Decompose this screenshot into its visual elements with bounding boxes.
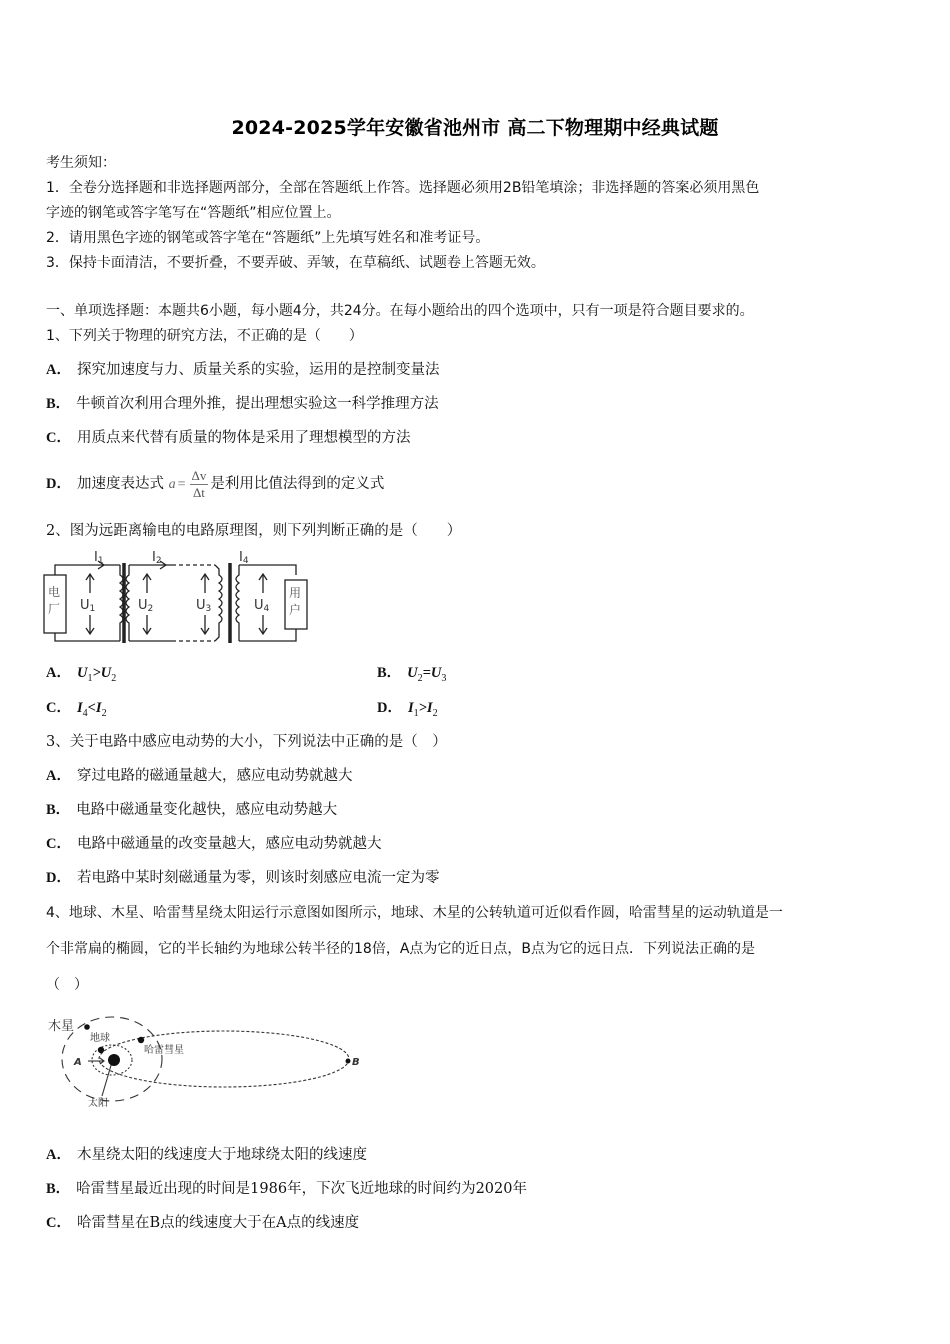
label-u3: U3 [196,598,212,614]
question-1-option-c [46,428,410,448]
label-i4: I4 [239,550,249,566]
formula-lhs: a [168,477,176,492]
formula-eq: = [177,477,186,492]
option-letter: B． [46,1181,71,1197]
halley-orbit [99,1031,349,1087]
label-point-b: B [352,1057,360,1068]
option-letter: A． [46,665,71,681]
label-u1: U1 [80,598,96,614]
document-title: 2024-2025学年安徽省池州市 高二下物理期中经典试题 [231,117,719,139]
label-plant-1: 电 [48,585,61,599]
question-2-option-b [377,663,446,689]
option-text: 电路中磁通量变化越快，感应电动势越大 [76,802,338,818]
option-letter: B． [46,802,71,818]
label-u4: U4 [254,598,270,614]
option-letter: B． [377,665,402,681]
option-text: 若电路中某时刻磁通量为零，则该时刻感应电流一定为零 [76,870,440,886]
solar-orbit-diagram [44,1012,364,1107]
option-letter: C． [46,836,71,852]
option-text: 哈雷彗星最近出现的时间是1986年，下次飞近地球的时间约为2020年 [76,1181,527,1197]
question-2-option-c [46,698,107,724]
option-letter: A． [46,1147,71,1163]
coil-secondary-1 [126,565,129,641]
question-1-option-a [46,360,439,380]
label-earth: 地球 [90,1033,110,1044]
earth-dot [98,1047,104,1053]
question-3-option-d [46,868,439,888]
question-2-stem: 2、图为远距离输电的电路原理图，则下列判断正确的是（ ） [46,523,462,539]
option-text: 哈雷彗星在B点的线速度大于在A点的线速度 [76,1215,360,1231]
option-letter: B． [46,396,71,412]
option-text: 电路中磁通量的改变量越大，感应电动势就越大 [76,836,382,852]
coil-primary-2 [215,565,222,641]
label-user-2: 户 [289,603,302,617]
section-heading: 一、单项选择题：本题共6小题，每小题4分，共24分。在每小题给出的四个选项中，只有一项是符合题目要求的。 [46,303,754,319]
point-b-dot [346,1059,351,1064]
option-text: 用质点来代替有质量的物体是采用了理想模型的方法 [76,430,411,446]
option-text: 木星绕太阳的线速度大于地球绕太阳的线速度 [76,1147,367,1163]
option-text: 牛顿首次利用合理外推，提出理想实验这一科学推理方法 [76,396,439,412]
option-formula: $I_4<I_2$ [76,700,107,719]
question-2-option-a [46,663,116,689]
jupiter-dot [84,1024,90,1030]
label-u2: U2 [138,598,154,614]
notice-item: 1．全卷分选择题和非选择题两部分，全部在答题纸上作答。选择题必须用2B铅笔填涂；非选择题的答案必须用黑色 [46,180,760,196]
option-letter: A． [46,362,71,378]
question-3-option-c [46,834,381,854]
question-1-stem: 1、下列关于物理的研究方法，不正确的是（ ） [46,328,363,344]
notice-item: 3．保持卡面清洁，不要折叠，不要弄破、弄皱，在草稿纸、试题卷上答题无效。 [46,255,545,271]
notice-heading: 考生须知： [46,155,116,171]
option-letter: A． [46,768,71,784]
option-formula: $I_1>I_2$ [407,700,438,719]
halley-dot [138,1037,144,1043]
option-letter: C． [46,700,71,716]
option-formula: $U_1>U_2$ [76,665,117,684]
fraction [190,468,209,501]
option-letter: D． [46,476,71,492]
coil-secondary-2 [236,565,239,641]
label-i1: I1 [94,550,104,566]
question-1-option-d [46,464,384,505]
label-user-1: 用 [289,586,302,600]
question-2-option-d [377,698,438,724]
label-plant-2: 厂 [48,602,61,616]
fraction-numerator: Δv [191,467,207,483]
option-letter: C． [46,430,71,446]
question-4-option-b [46,1179,527,1199]
option-text: 探究加速度与力、质量关系的实验，运用的是控制变量法 [76,362,440,378]
question-3-stem: 3、关于电路中感应电动势的大小，下列说法中正确的是（ ） [46,734,447,750]
notice-item: 2．请用黑色字迹的钢笔或答字笔在“答题纸”上先填写姓名和准考证号。 [46,230,490,246]
option-letter: C． [46,1215,71,1231]
option-letter: D． [46,870,71,886]
transmission-circuit-diagram [42,545,312,645]
label-sun: 太阳 [88,1098,108,1107]
question-3-option-b [46,800,337,820]
label-i2: I2 [152,550,162,566]
question-4-option-c [46,1213,359,1233]
option-letter: D． [377,700,402,716]
option-text: 是利用比值法得到的定义式 [210,476,385,492]
question-4-option-a [46,1145,367,1165]
question-3-option-a [46,766,352,786]
notice-item: 字迹的钢笔或答字笔写在“答题纸”相应位置上。 [46,205,341,221]
sun-dot [108,1054,120,1066]
option-text: 穿过电路的磁通量越大，感应电动势就越大 [76,768,353,784]
question-4-stem-line-1: 4、地球、木星、哈雷彗星绕太阳运行示意图如图所示，地球、木星的公转轨道可近似看作圆，哈雷彗星的运动轨道是一 [46,905,783,921]
option-text: 加速度表达式 [76,476,164,492]
option-formula: $U_2=U_3$ [407,665,447,684]
question-1-option-b [46,394,439,414]
fraction-denominator: Δt [192,484,205,500]
question-4-stem-line-2: 个非常扁的椭圆，它的半长轴约为地球公转半径的18倍，A点为它的近日点，B点为它的远日点．下列说法正确的是 [46,941,755,957]
label-jupiter: 木星 [48,1019,75,1034]
label-point-a: A [74,1057,82,1068]
label-halley: 哈雷彗星 [144,1045,184,1056]
question-4-stem-line-3: （ ） [46,977,88,993]
